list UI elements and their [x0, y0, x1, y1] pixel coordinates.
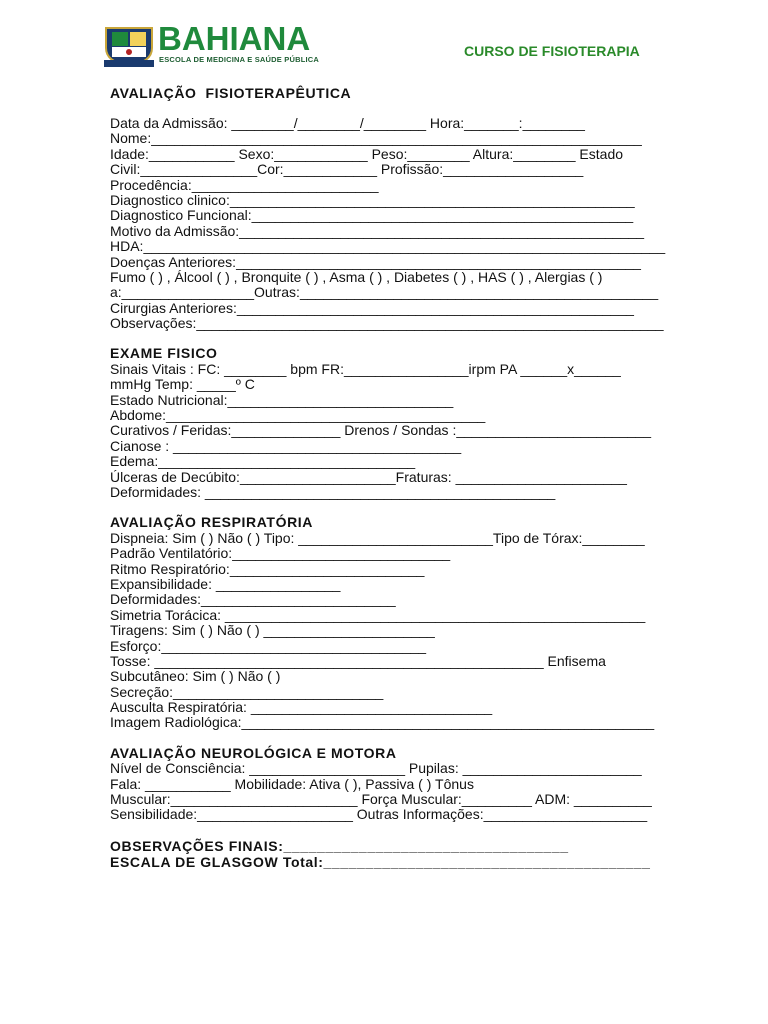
- section-neurological-motor: [110, 746, 670, 823]
- institution-name: BAHIANA: [158, 20, 311, 57]
- form-line-cyanosis[interactable]: Cianose : _____________________________________: [110, 438, 462, 454]
- section-respiratory: [110, 515, 670, 730]
- form-line-final-observations[interactable]: OBSERVAÇÕES FINAIS:__________________________________: [110, 837, 569, 854]
- section-heading-physical-exam: EXAME FISICO: [110, 345, 218, 362]
- form-line-ulcers-fractures[interactable]: Úlceras de Decúbito:____________________Fraturas: ______________________: [110, 469, 627, 485]
- form-line-previous-diseases[interactable]: Doenças Anteriores:____________________________________________________: [110, 254, 641, 270]
- form-line-origin[interactable]: Procedência:________________________: [110, 177, 379, 193]
- form-line-functional-diagnosis[interactable]: Diagnostico Funcional:_________________________________________________: [110, 208, 634, 224]
- form-line-consciousness[interactable]: Nível de Consciência: ____________________ Pupilas: _______________________: [110, 761, 642, 777]
- form-line-edema[interactable]: Edema:_________________________________: [110, 454, 416, 470]
- form-title: AVALIAÇÃO FISIOTERAPÊUTICA: [110, 85, 352, 101]
- form-line-vital-signs[interactable]: Sinais Vitais : FC: ________ bpm FR:________________irpm PA ______x______: [110, 361, 621, 377]
- form-line-habits-checkboxes[interactable]: Fumo ( ) , Álcool ( ) , Bronquite ( ) , Asma ( ) , Diabetes ( ) , HAS ( ) , Alergias ( ): [110, 269, 603, 285]
- form-line-dyspnea[interactable]: Dispneia: Sim ( ) Não ( ) Tipo: _________________________Tipo de Tórax:________: [110, 530, 645, 546]
- form-line-nutritional-state[interactable]: Estado Nutricional:_____________________________: [110, 392, 454, 408]
- form-line-cough[interactable]: Tosse: __________________________________________________ Enfisema: [110, 653, 606, 669]
- form-line-abdomen[interactable]: Abdome:_________________________________________: [110, 408, 486, 424]
- form-line-retractions[interactable]: Tiragens: Sim ( ) Não ( ) ______________________: [110, 623, 435, 639]
- form-line-wounds-drains[interactable]: Curativos / Feridas:______________ Drenos / Sondas :_________________________: [110, 423, 651, 439]
- form-line-expansibility[interactable]: Expansibilidade: ________________: [110, 576, 341, 592]
- section-final: [110, 838, 670, 870]
- form-line-civil-status[interactable]: Civil:_______________Cor:____________ Profissão:__________________: [110, 162, 584, 178]
- evaluation-form: [110, 84, 670, 870]
- form-line-secretion[interactable]: Secreção:___________________________: [110, 684, 384, 700]
- form-line-hda[interactable]: HDA:___________________________________________________________________: [110, 239, 666, 255]
- form-line-previous-surgeries[interactable]: Cirurgias Anteriores:___________________________________________________: [110, 300, 634, 316]
- form-line-radiological-image[interactable]: Imagem Radiológica:_____________________________________________________: [110, 715, 655, 731]
- course-name: CURSO DE FISIOTERAPIA: [464, 43, 640, 59]
- form-line-auscultation[interactable]: Ausculta Respiratória: _______________________________: [110, 700, 493, 716]
- form-line-speech-mobility[interactable]: Fala: ___________ Mobilidade: Ativa ( ), Passiva ( ) Tônus: [110, 776, 474, 792]
- form-line-temperature[interactable]: mmHg Temp: _____º C: [110, 377, 255, 393]
- form-line-name[interactable]: Nome:_______________________________________________________________: [110, 131, 642, 147]
- form-line-subcutaneous[interactable]: Subcutâneo: Sim ( ) Não ( ): [110, 669, 281, 685]
- form-line-clinical-diagnosis[interactable]: Diagnostico clinico:____________________________________________________: [110, 192, 635, 208]
- form-line-ventilatory-pattern[interactable]: Padrão Ventilatório:____________________________: [110, 546, 451, 562]
- form-line-muscle-strength[interactable]: Muscular:________________________ Força Muscular:_________ ADM: __________: [110, 792, 652, 808]
- form-line-admission-reason[interactable]: Motivo da Admissão:____________________________________________________: [110, 223, 645, 239]
- identification-block: [110, 116, 670, 331]
- form-line-effort[interactable]: Esforço:__________________________________: [110, 638, 427, 654]
- form-line-glasgow-scale[interactable]: ESCALA DE GLASGOW Total:_______________________________________: [110, 853, 651, 870]
- form-line-deformities[interactable]: Deformidades: _____________________________________________: [110, 484, 556, 500]
- bahiana-shield-logo: [104, 26, 154, 68]
- form-line-thoracic-symmetry[interactable]: Simetria Torácica: ______________________________________________________: [110, 607, 646, 623]
- form-line-admission-date[interactable]: Data da Admissão: ________/________/________ Hora:_______:________: [110, 116, 585, 131]
- form-line-age-sex-weight[interactable]: Idade:___________ Sexo:____________ Peso:________ Altura:________ Estado: [110, 146, 624, 162]
- form-line-resp-deformities[interactable]: Deformidades:_________________________: [110, 592, 396, 608]
- section-heading-neurological: AVALIAÇÃO NEUROLÓGICA E MOTORA: [110, 744, 397, 761]
- form-line-respiratory-rhythm[interactable]: Ritmo Respiratório:_________________________: [110, 561, 425, 577]
- institution-subtitle: ESCOLA DE MEDICINA E SAÚDE PÚBLICA: [159, 55, 320, 64]
- form-line-allergies-other[interactable]: a:_________________Outras:______________________________________________: [110, 285, 659, 301]
- section-heading-respiratory: AVALIAÇÃO RESPIRATÓRIA: [110, 514, 313, 531]
- section-physical-exam: [110, 346, 670, 500]
- form-line-observations[interactable]: Observações:____________________________________________________________: [110, 316, 664, 332]
- form-line-sensitivity[interactable]: Sensibilidade:____________________ Outras Informações:_____________________: [110, 807, 648, 823]
- page-header: [0, 0, 768, 80]
